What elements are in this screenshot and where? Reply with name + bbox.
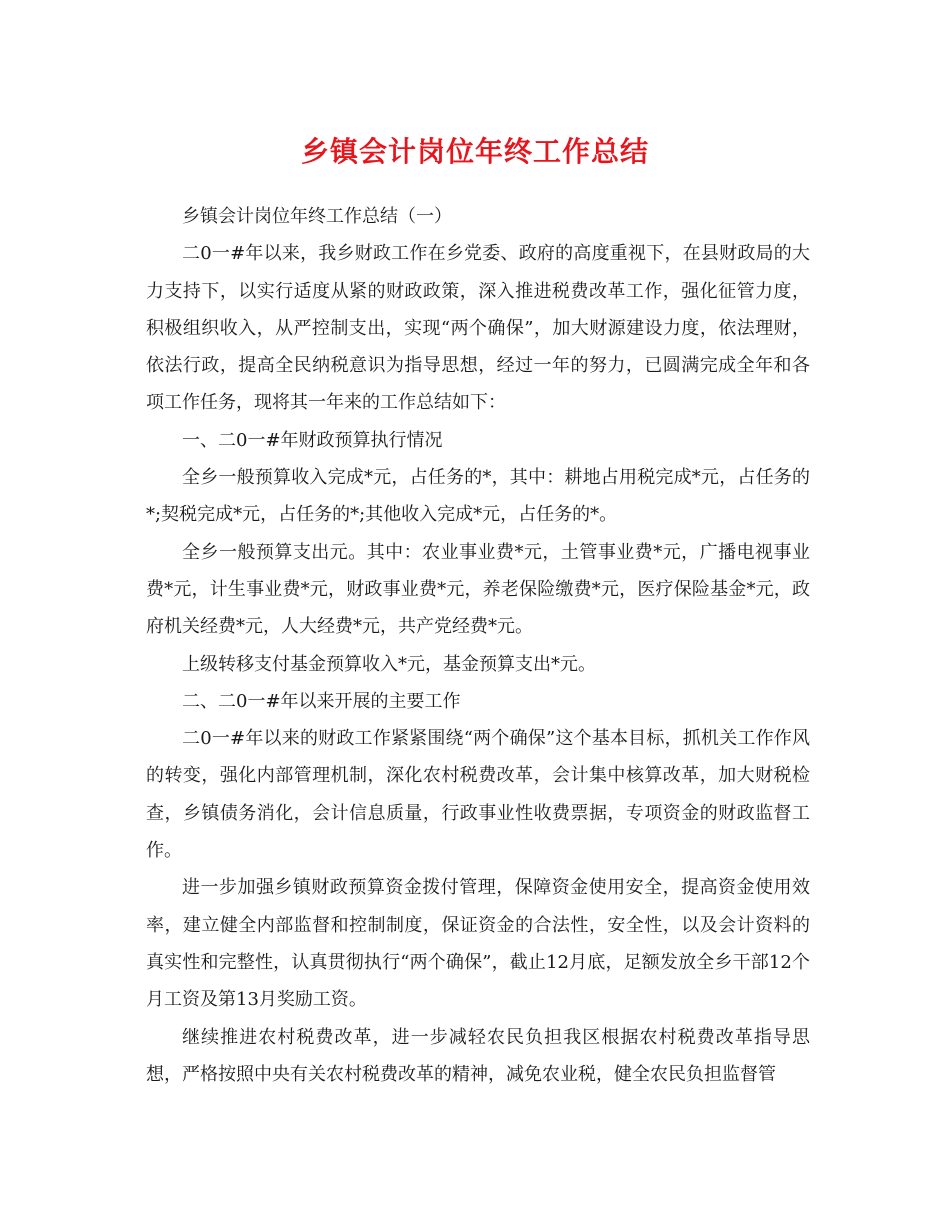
paragraph-subtitle: 乡镇会计岗位年终工作总结（一） [182,206,452,227]
paragraph: 进一步加强乡镇财政预算资金拨付管理，保障资金使用安全，提高资金使用效率，建立健全内部监督和控制制度，保证资金的合法性，安全性，以及会计资料的真实性和完整性，认真贯彻执行“两个确保”，截止12月底，足额发放全乡干部12个月工资及第13月奖励工资。 [146,877,810,1011]
document-body [146,198,810,1093]
paragraph: 上级转移支付基金预算收入*元，基金预算支出*元。 [182,653,596,675]
paragraph: 二0一#年以来，我乡财政工作在乡党委、政府的高度重视下，在县财政局的大力支持下，以实行适度从紧的财政政策，深入推进税费改革工作，强化征管力度，积极组织收入，从严控制支出，实现“两个确保”，加大财源建设力度，依法理财，依法行政，提高全民纳税意识为指导思想，经过一年的努力，已圆满完成全年和各项工作任务，现将其一年来的工作总结如下： [146,243,810,414]
section-heading: 一、二0一#年财政预算执行情况 [182,429,443,451]
section-heading: 二、二0一#年以来开展的主要工作 [182,690,461,712]
paragraph: 继续推进农村税费改革，进一步减轻农民负担我区根据农村税费改革指导思想，严格按照中央有关农村税费改革的精神，减免农业税，健全农民负担监督管 [146,1026,810,1085]
paragraph: 二0一#年以来的财政工作紧紧围绕“两个确保”这个基本目标，抓机关工作作风的转变，强化内部管理机制，深化农村税费改革，会计集中核算改革，加大财税检查，乡镇债务消化，会计信息质量，行政事业性收费票据，专项资金的财政监督工作。 [146,728,810,862]
paragraph: 全乡一般预算支出元。其中：农业事业费*元，土管事业费*元，广播电视事业费*元，计生事业费*元，财政事业费*元，养老保险缴费*元，医疗保险基金*元，政府机关经费*元，人大经费*元，共产党经费*元。 [146,541,810,638]
document-title: 乡镇会计岗位年终工作总结 [300,135,649,168]
paragraph: 全乡一般预算收入完成*元，占任务的*，其中：耕地占用税完成*元，占任务的*;契税完成*元，占任务的*;其他收入完成*元，占任务的*。 [146,467,810,526]
